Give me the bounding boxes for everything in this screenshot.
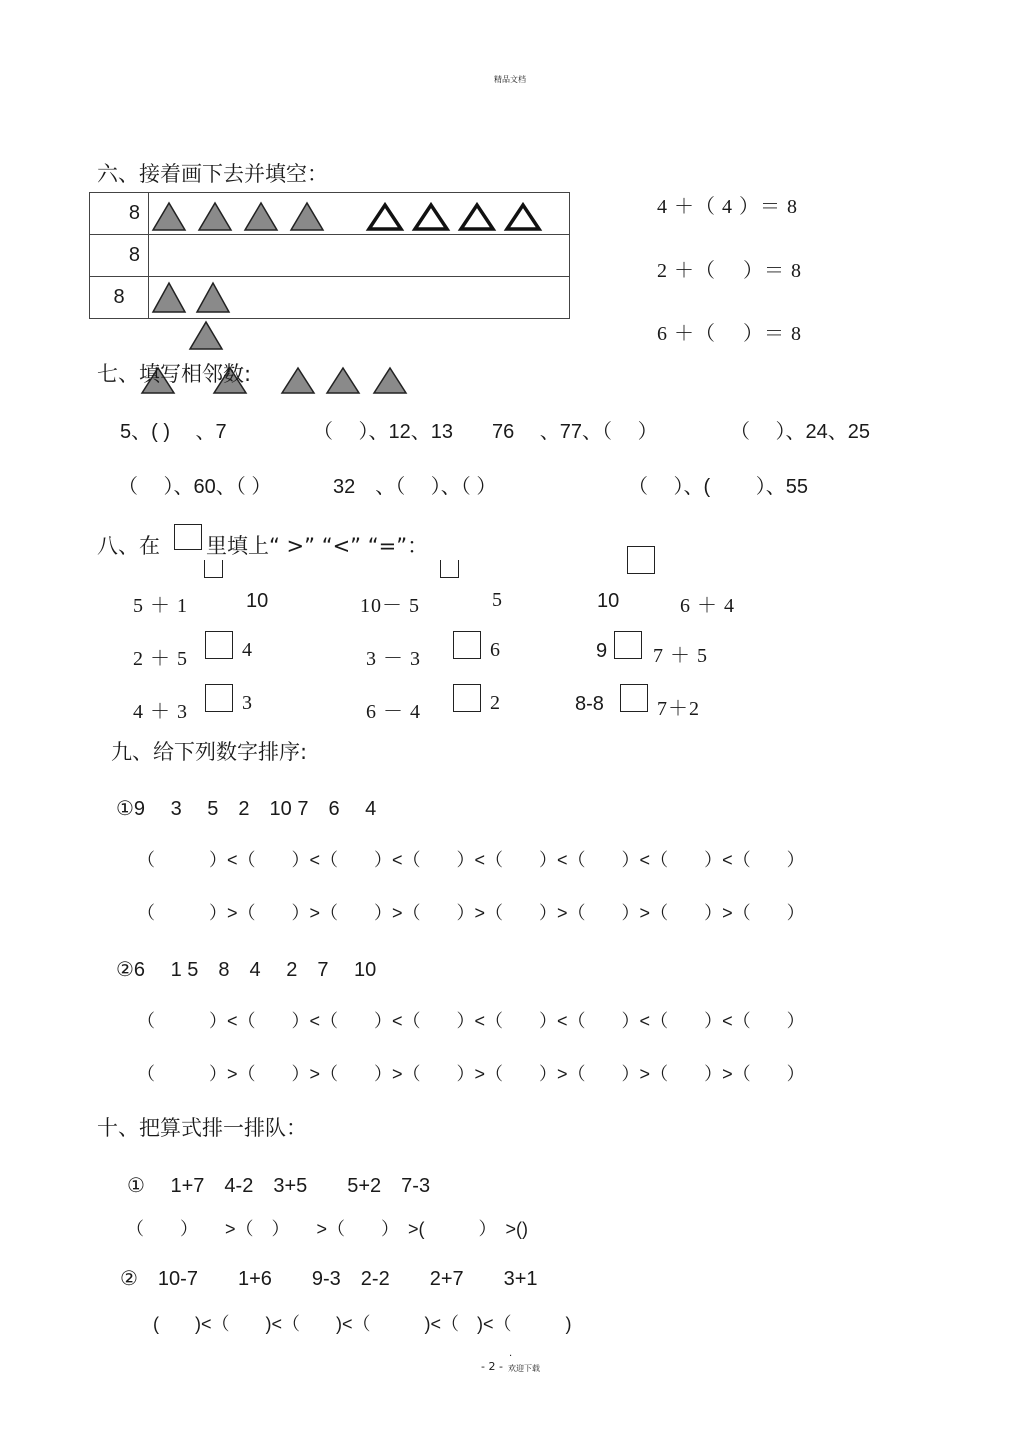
compare-right: 6 ＋ 4: [680, 595, 735, 617]
ascending-blanks-1[interactable]: （ ）<（ ）<（ ）<（ ）<（ ）<（ ）<（ ）<（ ）: [137, 850, 805, 870]
filled-triangle-icon: [245, 203, 277, 230]
compare-box[interactable]: [627, 546, 655, 574]
filled-triangle-icon: [153, 203, 185, 230]
equation-3: 6 ＋（ ）＝ 8: [657, 323, 802, 345]
compare-box[interactable]: [453, 631, 481, 659]
filled-triangle-icon: [374, 368, 406, 393]
row-number: 8: [90, 193, 149, 235]
compare-right: 7 ＋ 5: [653, 645, 708, 667]
filled-triangle-icon: [199, 203, 231, 230]
section8-title-a: 八、在: [97, 534, 160, 558]
outline-triangle-icon: [369, 205, 401, 229]
table-row: [90, 193, 570, 235]
row-number: 8: [90, 235, 149, 277]
table-row: [90, 235, 570, 277]
compare-left: 9: [596, 640, 608, 662]
outline-triangle-icon: [507, 205, 539, 229]
filled-triangle-icon: [291, 203, 323, 230]
compare-right: 7＋2: [657, 698, 700, 720]
triangle-row-1: [149, 193, 569, 234]
descending-blanks-1[interactable]: （ ）>（ ）>（ ）>（ ）>（ ）>（ ）>（ ）>（ ）: [137, 903, 805, 923]
filled-triangle-icon: [327, 368, 359, 393]
descending-blanks-2[interactable]: （ ）>（ ）>（ ）>（ ）>（ ）>（ ）>（ ）>（ ）: [137, 1064, 805, 1084]
expression-set-2: ② 10-7 1+6 9-3 2-2 2+7 3+1: [120, 1268, 538, 1290]
equation-2: 2 ＋（ ）＝ 8: [657, 260, 802, 282]
compare-box[interactable]: [205, 684, 233, 712]
triangle-row-3: [149, 277, 569, 318]
compare-box[interactable]: [204, 560, 223, 578]
number-set-2: ②6 1 5 8 4 2 7 10: [116, 959, 377, 981]
compare-right: 6: [490, 639, 501, 661]
example-box: [174, 524, 202, 550]
footer-text: 欢迎下载: [508, 1364, 540, 1373]
filled-triangle-icon: [197, 283, 229, 312]
compare-box[interactable]: [614, 631, 642, 659]
neighbor-item: 5、( ) 、7: [120, 421, 227, 443]
compare-box[interactable]: [440, 560, 459, 578]
neighbor-item: （ ）、( ）、55: [628, 476, 809, 498]
compare-right: 10: [246, 590, 269, 612]
row-number: 8: [90, 277, 149, 319]
compare-left: 5 ＋ 1: [133, 595, 188, 617]
ascending-blanks-2[interactable]: （ ）<（ ）<（ ）<（ ）<（ ）<（ ）<（ ）<（ ）: [137, 1011, 805, 1031]
compare-left: 3 － 3: [366, 648, 421, 670]
neighbor-item: （ ）、24、25: [730, 421, 871, 443]
neighbor-item: 32 、（ ）、（ ）: [333, 476, 497, 498]
equation-1: 4 ＋（ 4 ）＝ 8: [657, 196, 798, 218]
section8-title-b: 里填上“ >” “<” “=”：: [206, 534, 429, 558]
compare-box[interactable]: [205, 631, 233, 659]
footer-dot: .: [509, 1348, 513, 1359]
section6-title: 六、接着画下去并填空：: [97, 162, 328, 186]
drawing-table: [89, 192, 570, 319]
section9-title: 九、给下列数字排序:: [111, 740, 308, 764]
filled-triangle-icon: [190, 322, 222, 349]
compare-left: 10－ 5: [360, 595, 420, 617]
compare-right: 4: [242, 639, 253, 661]
outline-triangle-icon: [461, 205, 493, 229]
compare-left: 8-8: [575, 693, 604, 715]
compare-left: 2 ＋ 5: [133, 648, 188, 670]
compare-right: 3: [242, 692, 253, 714]
neighbor-item: 76 、77、（ ）: [492, 421, 658, 443]
section10-title: 十、把算式排一排队：: [97, 1116, 307, 1140]
section7-title: 七、填写相邻数:: [97, 362, 252, 386]
compare-left: 4 ＋ 3: [133, 701, 188, 723]
compare-right: 5: [492, 589, 503, 611]
outline-triangle-icon: [415, 205, 447, 229]
filled-triangle-icon: [282, 368, 314, 393]
neighbor-item: （ ）、60、（ ）: [118, 476, 272, 498]
number-set-1: ①9 3 5 2 10 7 6 4: [116, 798, 377, 820]
neighbor-item: （ ）、12、13: [313, 421, 454, 443]
compare-box[interactable]: [620, 684, 648, 712]
order-blanks-2[interactable]: ( )<（ )<（ )<（ )<（ )<（ ): [153, 1314, 572, 1334]
expression-set-1: ① 1+7 4-2 3+5 5+2 7-3: [127, 1175, 431, 1197]
compare-right: 2: [490, 692, 501, 714]
empty-drawing-cell[interactable]: [149, 235, 570, 277]
filled-triangle-icon: [153, 283, 185, 312]
compare-box[interactable]: [453, 684, 481, 712]
compare-left: 6 － 4: [366, 701, 421, 723]
order-blanks-1[interactable]: （ ） >（ ） >（ ） >( ） >(): [126, 1219, 529, 1239]
page-number: - 2 -: [481, 1360, 503, 1373]
header-text: 精品文档: [494, 75, 526, 84]
table-row: [90, 277, 570, 319]
compare-left: 10: [597, 590, 620, 612]
